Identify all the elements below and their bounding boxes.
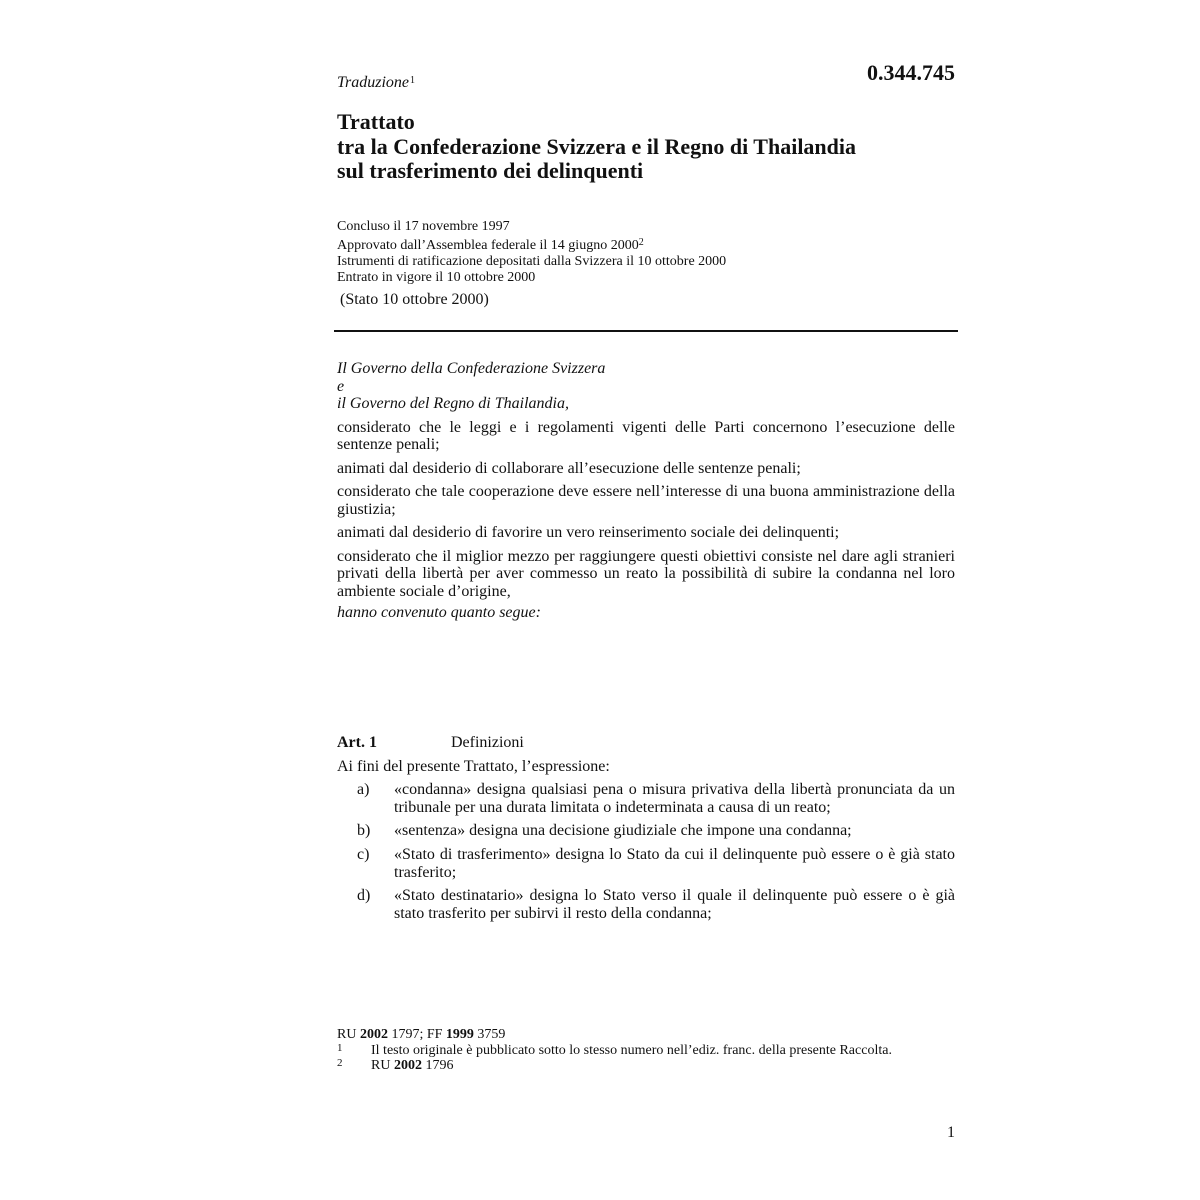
item-label: d) xyxy=(357,887,371,904)
preamble-paragraph: considerato che il miglior mezzo per raggiungere questi obiettivi consiste nel dare agli stranieri privati della libertà per aver commesso un reato la possibilità di subire la condanna nel loro ambiente sociale d’origine, xyxy=(337,547,955,600)
translation-label: Traduzione$^1$ xyxy=(337,74,416,91)
title-line: Trattato xyxy=(337,109,415,134)
item-text: «condanna» designa qualsiasi pena o misura privativa della libertà pronunciata da un tribunale per una durata limitata o indeterminata a causa di un reato; xyxy=(394,781,955,816)
preamble xyxy=(337,360,955,622)
item-label: b) xyxy=(357,822,371,839)
preamble-paragraph: considerato che tale cooperazione deve essere nell’interesse di una buona amministrazione della giustizia; xyxy=(337,483,955,518)
title-line: sul trasferimento dei delinquenti xyxy=(337,158,644,183)
footnote-text: Il testo originale è pubblicato sotto lo stesso numero nell’ediz. franc. della presente Raccolta. xyxy=(371,1042,892,1058)
list-item xyxy=(337,846,955,881)
party-two: il Governo del Regno di Thailandia, xyxy=(337,395,569,412)
article-heading xyxy=(337,734,955,754)
page-number: 1 xyxy=(947,1124,955,1141)
definitions-list xyxy=(337,781,955,922)
divider xyxy=(334,330,958,332)
footnote xyxy=(337,1058,955,1074)
preamble-paragraph: considerato che le leggi e i regolamenti vigenti delle Parti concernono l’esecuzione delle sentenze penali; xyxy=(337,418,955,453)
article-number: Art. 1 xyxy=(337,734,377,751)
footnote xyxy=(337,1043,955,1059)
footnote-text: RU 2002 1796 xyxy=(371,1058,454,1073)
article-intro: Ai fini del presente Trattato, l’espressione: xyxy=(337,758,610,775)
in-force-date: Entrato in vigore il 10 ottobre 2000 xyxy=(337,270,536,285)
document-title xyxy=(337,110,957,184)
article-1 xyxy=(337,734,955,928)
item-text: «Stato di trasferimento» designa lo Stato da cui il delinquente può essere o è già stato trasferito; xyxy=(394,846,955,881)
footnotes xyxy=(337,1027,955,1074)
footnote-number: 2 xyxy=(337,1057,343,1069)
list-item xyxy=(337,822,955,840)
sr-number: 0.344.745 xyxy=(867,60,955,85)
item-label: c) xyxy=(357,846,370,863)
preamble-paragraph: animati dal desiderio di favorire un vero reinserimento sociale dei delinquenti; xyxy=(337,524,840,541)
preamble-paragraph: animati dal desiderio di collaborare all’esecuzione delle sentenze penali; xyxy=(337,459,801,477)
metadata-block xyxy=(337,219,957,286)
ratification-date: Istrumenti di ratificazione depositati dalla Svizzera il 10 ottobre 2000 xyxy=(337,254,727,269)
approved-date: Approvato dall’Assemblea federale il 14 giugno 2000$^2$ xyxy=(337,237,644,253)
concluded-date: Concluso il 17 novembre 1997 xyxy=(337,219,510,234)
footnote-ref[interactable]: 2 xyxy=(638,237,644,248)
source-reference: RU 2002 1797; FF 1999 3759 xyxy=(337,1027,506,1042)
preamble-closing: hanno convenuto quanto segue: xyxy=(337,604,541,621)
conjunction: e xyxy=(337,377,345,395)
footnote-ref[interactable]: 1 xyxy=(410,75,416,86)
title-line: tra la Confederazione Svizzera e il Regno di Thailandia xyxy=(337,133,857,159)
list-item xyxy=(337,887,955,922)
item-text: «Stato destinatario» designa lo Stato verso il quale il delinquente può essere o è già stato trasferito per subirvi il resto della condanna; xyxy=(394,887,955,922)
item-text: «sentenza» designa una decisione giudiziale che impone una condanna; xyxy=(394,822,852,839)
list-item xyxy=(337,781,955,816)
item-label: a) xyxy=(357,781,370,798)
article-title: Definizioni xyxy=(451,734,524,751)
footnote-number: 1 xyxy=(337,1041,343,1054)
party-one: Il Governo della Confederazione Svizzera xyxy=(337,360,606,377)
status-date: (Stato 10 ottobre 2000) xyxy=(340,291,489,308)
